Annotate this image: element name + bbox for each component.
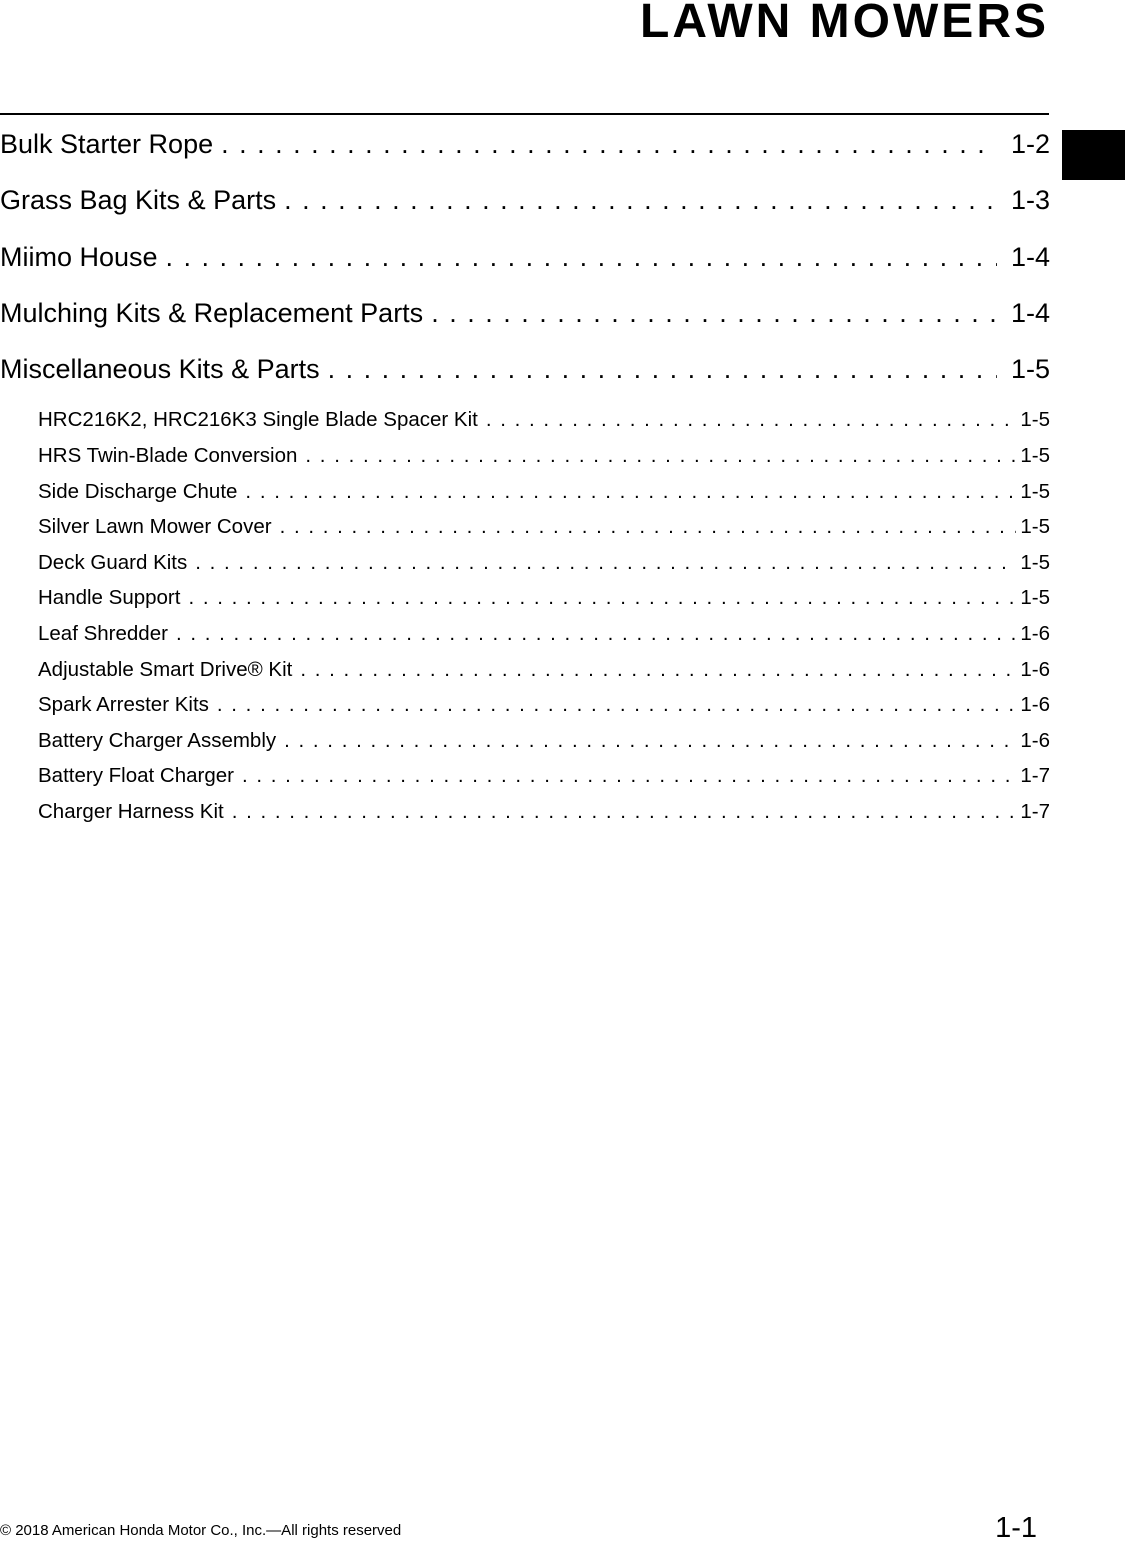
toc-entry-label: Battery Charger Assembly xyxy=(38,728,277,752)
toc-entry-page: 1-3 xyxy=(1010,185,1050,216)
toc-entry-label: Deck Guard Kits xyxy=(38,550,188,574)
toc-entry-label: Handle Support xyxy=(38,586,181,610)
toc-entry-label: Side Discharge Chute xyxy=(38,479,238,503)
dot-leader xyxy=(320,349,997,389)
title-divider xyxy=(0,113,1049,115)
page-number: 1-1 xyxy=(995,1512,1037,1544)
toc-entry-label: Adjustable Smart Drive® Kit xyxy=(38,657,293,681)
toc-subentry-leaf-shredder[interactable] xyxy=(0,619,1050,655)
toc-entry-page: 1-6 xyxy=(1020,657,1050,681)
section-tab-marker xyxy=(1062,130,1125,180)
dot-leader xyxy=(234,761,1016,791)
toc-entry-label: Bulk Starter Rope xyxy=(0,129,214,159)
toc-entry-grass-bag-kits[interactable] xyxy=(0,180,1050,236)
toc-subentry-twin-blade-conversion[interactable] xyxy=(0,441,1050,477)
toc-subentry-battery-charger-assembly[interactable] xyxy=(0,726,1050,762)
toc-entry-label: HRS Twin-Blade Conversion xyxy=(38,444,298,468)
toc-entry-label: Miscellaneous Kits & Parts xyxy=(0,354,320,385)
dot-leader xyxy=(158,237,997,277)
toc-entry-page: 1-6 xyxy=(1020,728,1050,752)
toc-entry-miimo-house[interactable] xyxy=(0,237,1050,293)
toc-subentry-smart-drive-kit[interactable] xyxy=(0,655,1050,691)
toc-entry-label: Miimo House xyxy=(0,241,158,272)
copyright-notice: © 2018 American Honda Motor Co., Inc.—All rights reserved xyxy=(0,1522,402,1539)
dot-leader xyxy=(180,583,1016,613)
table-of-contents xyxy=(0,124,1050,833)
dot-leader xyxy=(272,512,1017,542)
toc-subentry-silver-lawn-mower-cover[interactable] xyxy=(0,512,1050,548)
toc-entry-page: 1-5 xyxy=(1020,408,1050,432)
toc-subentry-battery-float-charger[interactable] xyxy=(0,761,1050,797)
dot-leader xyxy=(423,293,997,333)
toc-entry-label: Charger Harness Kit xyxy=(38,800,224,824)
toc-entry-page: 1-4 xyxy=(1010,297,1050,328)
toc-entry-label: HRC216K2, HRC216K3 Single Blade Spacer Kit xyxy=(38,408,478,432)
toc-entry-label: Leaf Shredder xyxy=(38,622,168,646)
toc-entry-page: 1-5 xyxy=(1020,479,1050,503)
toc-subentry-charger-harness-kit[interactable] xyxy=(0,797,1050,833)
toc-entry-label: Mulching Kits & Replacement Parts xyxy=(0,297,424,328)
dot-leader xyxy=(292,655,1016,685)
page-title: LAWN MOWERS xyxy=(640,0,1049,48)
toc-entry-page: 1-5 xyxy=(1010,354,1050,385)
dot-leader xyxy=(224,797,1017,827)
dot-leader xyxy=(276,180,997,220)
toc-entry-page: 1-5 xyxy=(1020,550,1050,574)
toc-entry-page: 1-7 xyxy=(1020,764,1050,788)
toc-entry-page: 1-6 xyxy=(1020,693,1050,717)
toc-entry-label: Grass Bag Kits & Parts xyxy=(0,185,277,216)
toc-entry-page: 1-5 xyxy=(1020,444,1050,468)
toc-entry-page: 1-4 xyxy=(1010,241,1050,272)
toc-subentry-single-blade-spacer-kit[interactable] xyxy=(0,405,1050,441)
toc-entry-label: Battery Float Charger xyxy=(38,764,234,788)
toc-subentry-handle-support[interactable] xyxy=(0,583,1050,619)
dot-leader xyxy=(213,124,997,164)
dot-leader xyxy=(209,690,1016,720)
dot-leader xyxy=(168,619,1016,649)
toc-entry-label: Silver Lawn Mower Cover xyxy=(38,515,272,539)
toc-entry-page: 1-5 xyxy=(1020,515,1050,539)
toc-entry-label: Spark Arrester Kits xyxy=(38,693,209,717)
toc-entry-page: 1-6 xyxy=(1020,622,1050,646)
dot-leader xyxy=(237,477,1016,507)
toc-entry-page: 1-7 xyxy=(1020,800,1050,824)
dot-leader xyxy=(297,441,1016,471)
toc-subentry-spark-arrester-kits[interactable] xyxy=(0,690,1050,726)
toc-subentry-deck-guard-kits[interactable] xyxy=(0,548,1050,584)
dot-leader xyxy=(187,548,1016,578)
toc-entry-bulk-starter-rope[interactable] xyxy=(0,124,1050,180)
dot-leader xyxy=(478,405,1017,435)
toc-subentry-side-discharge-chute[interactable] xyxy=(0,477,1050,513)
dot-leader xyxy=(276,726,1016,756)
toc-entry-miscellaneous-kits[interactable] xyxy=(0,349,1050,405)
toc-entry-mulching-kits[interactable] xyxy=(0,293,1050,349)
toc-entry-page: 1-2 xyxy=(1010,129,1050,159)
toc-entry-page: 1-5 xyxy=(1020,586,1050,610)
